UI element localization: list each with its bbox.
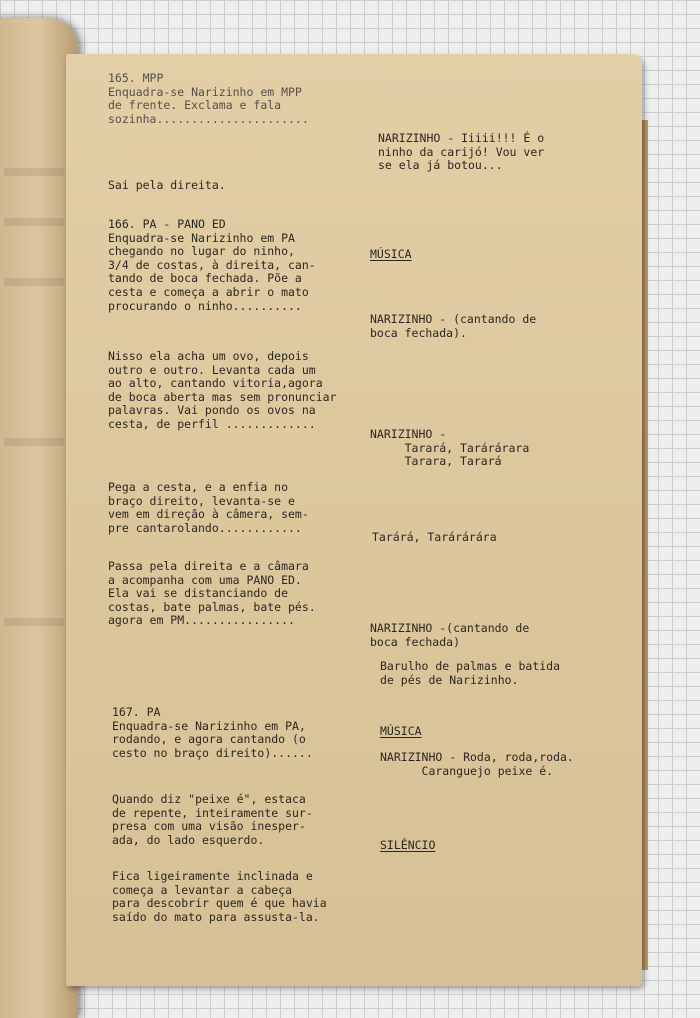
bleed-through-line (4, 218, 64, 226)
bleed-through-line (4, 438, 64, 446)
narizinho-humming-cue-2: NARIZINHO -(cantando de boca fechada) (370, 621, 530, 649)
narizinho-tarara-dialogue: NARIZINHO - Tarará, Tarárárara Tarara, Tarará (370, 427, 530, 469)
bleed-through-line (4, 278, 64, 286)
narizinho-humming-cue: NARIZINHO - (cantando de boca fechada). (370, 312, 537, 340)
music-cue-2: MÚSICA (380, 724, 422, 738)
applause-sound-note: Barulho de palmas e batida de pés de Narizinho. (380, 659, 561, 687)
final-direction: Fica ligeiramente inclinada e começa a levantar a cabeça para descobrir quem é que havia saído do mato para assusta-la. (112, 869, 327, 924)
exit-direction: Sai pela direita. (108, 178, 226, 192)
scene-167-direction: 167. PA Enquadra-se Narizinho em PA, rodando, e agora cantando (o cesto no braço direito)...... (112, 705, 313, 760)
pan-direction: Passa pela direita e a câmara a acompanha com uma PANO ED. Ela vai se distanciando de costas, bate palmas, bate pés. agora em PM................ (108, 559, 316, 628)
eggs-direction: Nisso ela acha um ovo, depois outro e outro. Levanta cada um ao alto, cantando vitoria,agora de boca aberta mas sem pronunciar palavras. Vai pondo os ovos na cesta, de perfil ............. (108, 349, 337, 431)
bleed-through-line (4, 168, 64, 176)
bleed-through-line (4, 618, 64, 626)
scene-165-dialogue: NARIZINHO - Iiiii!!! É o ninho da carijó! Vou ver se ela já botou... (378, 131, 545, 173)
narizinho-roda-dialogue: NARIZINHO - Roda, roda,roda. Caranguejo peixe é. (380, 750, 574, 778)
scene-166-direction: 166. PA - PANO ED Enquadra-se Narizinho em PA chegando no lugar do ninho, 3/4 de costas, à direita, can- tando de boca fechada. Põe a cesta e começa a abrir o mato procurando o ninho.......... (108, 217, 316, 313)
silence-cue: SILÊNCIO (380, 838, 436, 852)
scene-165-direction: 165. MPP Enquadra-se Narizinho em MPP de frente. Exclama e fala sozinha...................... (108, 71, 309, 126)
peixe-direction: Quando diz "peixe é", estaca de repente, inteiramente sur- presa com uma visão inesper- ada, do lado esquerdo. (112, 792, 313, 847)
tarara-dialogue: Tarárá, Tarárárára (372, 530, 497, 544)
music-cue: MÚSICA (370, 247, 412, 261)
basket-direction: Pega a cesta, e a enfia no braço direito, levanta-se e vem em direção à câmera, sem- pre cantarolando............ (108, 480, 309, 535)
